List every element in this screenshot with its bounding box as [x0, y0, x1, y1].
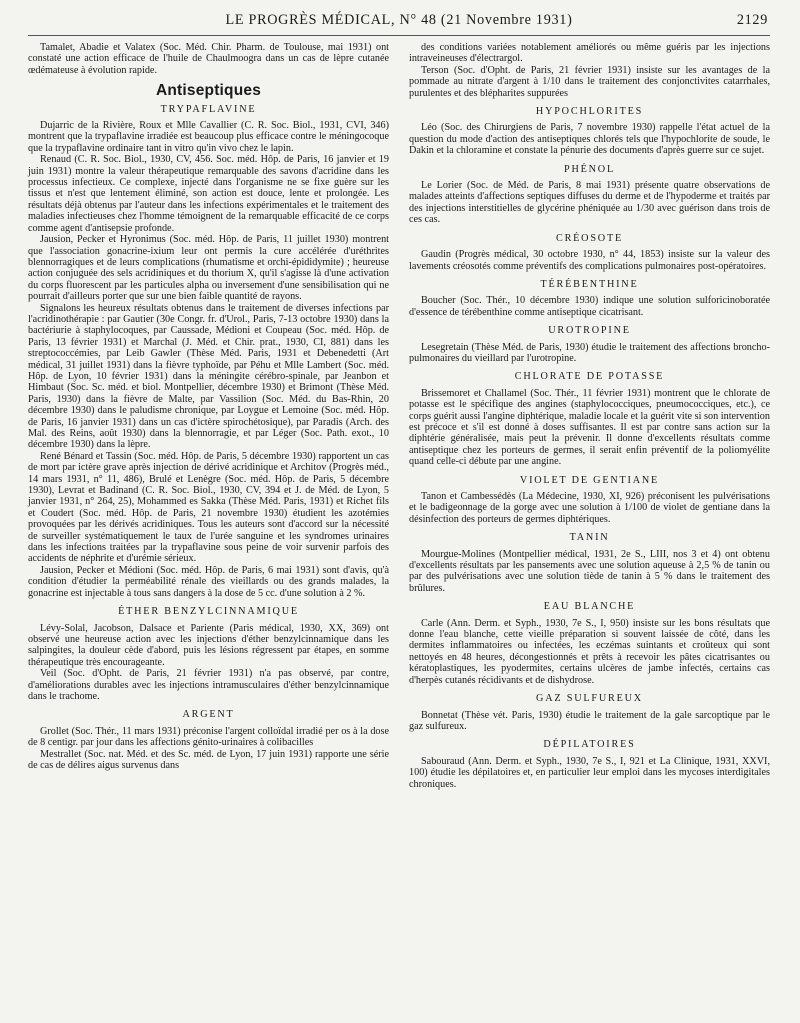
paragraph: Veil (Soc. d'Opht. de Paris, 21 février 1931) n'a pas observé, par contre, d'améliorations durables avec les injections intramusculaires d'éther benzylcinnamique dans le trachome.: [28, 668, 389, 702]
paragraph: Sabouraud (Ann. Derm. et Syph., 1930, 7e S., I, 921 et La Clinique, 1931, XXVI, 100) étudie les dépilatoires et, en particulier leur emploi dans les mycoses interdigitales chroniques.: [409, 755, 770, 790]
subhead-eau-blanche: EAU BLANCHE: [543, 601, 636, 613]
subhead-ether: ÉTHER BENZYLCINNAMIQUE: [118, 606, 299, 618]
subhead-depilatoires: DÉPILATOIRES: [543, 739, 636, 751]
paragraph: Terson (Soc. d'Opht. de Paris, 21 février 1931) insiste sur les avantages de la pommade au nitrate d'argent à 1/10 dans le traitement des conjonctivites catarrhales, purulentes et des blépharites suppurées: [409, 64, 770, 99]
right-column: [409, 42, 770, 790]
paragraph: Léo (Soc. des Chirurgiens de Paris, 7 novembre 1930) rappelle l'état actuel de la question du mode d'action des antiseptiques chlorés tels que l'hypochlorite de soude, le Dakin et la chloramine et constate la pénurie des documents d'après guerre sur ce sujet.: [409, 122, 770, 157]
running-head: [28, 0, 770, 36]
subhead-phenol: PHÉNOL: [564, 163, 615, 175]
paragraph: Dujarric de la Rivière, Roux et Mlle Cavallier (C. R. Soc. Biol., 1931, CVI, 346) montrent que la trypaflavine irradiée est beaucoup plus efficace contre le méningocoque que la trypaflavine ordinaire tant in vitro qu'in vivo chez le lapin.: [28, 120, 389, 154]
subhead-chlorate: CHLORATE DE POTASSE: [514, 371, 665, 383]
paragraph: Carle (Ann. Derm. et Syph., 1930, 7e S., I, 950) insiste sur les bons résultats que donne l'eau blanche, cette vieille préparation si souvent laissée de côté, dans les dermites inflammatoires ou infectées, les eczémas suintants et croûteux qui sont nettoyés en 48 heures, décongestionnés et prêts à recevoir les pâtes cicatrisantes ou kératoplastiques, les pyodermites, certains ulcères de jambe infectés, certains cas d'herpès cutanés récidivants et de dishydrose.: [409, 617, 770, 686]
subhead-terebenthine: TÉRÉBENTHINE: [540, 278, 639, 290]
paragraph: Boucher (Soc. Thér., 10 décembre 1930) indique une solution sulforicinoboratée d'essence de térébenthine comme antiseptique cicatrisant.: [409, 295, 770, 318]
paragraph: Lévy-Solal, Jacobson, Dalsace et Pariente (Paris médical, 1930, XX, 369) ont observé une heureuse action avec les injections d'éther benzylcinnamique dans les salpingites, la douleur cède d'abord, puis les lésions régressent par étapes, en somme thérapeutique très encourageante.: [28, 622, 389, 668]
subhead-creosote: CRÉOSOTE: [555, 232, 624, 244]
paragraph: Bonnetat (Thèse vét. Paris, 1930) étudie le traitement de la gale sarcoptique par le gaz sulfureux.: [409, 709, 770, 732]
paragraph: Grollet (Soc. Thér., 11 mars 1931) préconise l'argent colloïdal irradié per os à la dose de 8 centigr. par jour dans les affections génito-urinaires à colibacilles: [28, 725, 389, 749]
intro-paragraph: Tamalet, Abadie et Valatex (Soc. Méd. Chir. Pharm. de Toulouse, mai 1931) ont constaté une action efficace de l'huile de Chaulmoogra dans un cas de lèpre cutanée œdémateuse à évolution rapide.: [28, 42, 389, 76]
subhead-gaz: GAZ SULFUREUX: [536, 693, 643, 705]
subhead-argent: ARGENT: [182, 709, 235, 721]
subhead-violet: VIOLET DE GENTIANE: [519, 474, 660, 486]
paragraph: Mourgue-Molines (Montpellier médical, 1931, 2e S., LIII, nos 3 et 4) ont obtenu d'excellents résultats par les pansements avec une solution aqueuse à 2,5 % de tanin ou par des pulvérisations avec une solution tiède de tanin à 5 % dans le traitement des brûlures.: [409, 548, 770, 594]
paragraph: Jausion, Pecker et Médioni (Soc. méd. Hôp. de Paris, 6 mai 1931) sont d'avis, qu'à condition d'étudier la perméabilité rénale des vieillards ou des grands malades, la gonacrine est injectable à tous sans dangers à la dose de 5 cc. d'une solution à 2 %.: [28, 564, 389, 599]
subhead-urotropine: UROTROPINE: [548, 325, 631, 337]
section-title: Antiseptiques: [155, 82, 262, 100]
subhead-hypochlorites: HYPOCHLORITES: [535, 106, 644, 118]
two-column-body: [28, 36, 770, 790]
paragraph: Gaudin (Progrès médical, 30 octobre 1930, n° 44, 1853) insiste sur la valeur des lavements créosotés comme préventifs des complications pulmonaires post-opératoires.: [409, 249, 770, 272]
left-column: [28, 42, 389, 790]
paragraph: Signalons les heureux résultats obtenus dans le traitement de diverses infections par l'acridinothérapie : par Gautier (30e Congr. fr. d'Urol., Paris, 7-13 octobre 1930) dans la bactériurie à staphylocoques, par Caussade, Médioni et Coupeau (Soc. méd. Hôp. de Paris, 13 février 1931) et Marchal (J. Méd. et Chir. prat., 1930, CI, 881) dans les streptococcémies, par Leib Gawler (Thèse Méd. Paris, 1931 et Debenedetti (Art médical, 31 juillet 1931) dans la fièvre typhoïde, par Péhu et Mlle Lambert (Soc. méd. Hôp. de Lyon, 10 février 1931) dans la méningite cérébro-spinale, par Jeanbon et Himbaut (Soc. Sc. méd. et biol. Montpellier, décembre 1930) et Brimont (Thèse Méd. Paris, 1930) dans la fièvre de Malte, par Vassilion (Soc. Méd. du Bas-Rhin, 20 décembre 1930) dans le paludisme chronique, par Loygue et Lemoine (Soc. méd. Hôp. de Paris, 16 janvier 1931) dans un cas d'ictère spirochétosique), par Paradis (Arch. des Mal. des Reins, août 1930) dans la blennorragie, et par Léger (Soc. Path. exot., 10 décembre 1930) dans la lèpre.: [28, 302, 389, 451]
paragraph: Tanon et Cambessédès (La Médecine, 1930, XI, 926) préconisent les pulvérisations et le badigeonnage de la gorge avec une solution à 1/100 de violet de gentiane dans la désinfection des porteurs de germes diphtériques.: [409, 491, 770, 525]
paragraph: René Bénard et Tassin (Soc. méd. Hôp. de Paris, 5 décembre 1930) rapportent un cas de mort par ictère grave après injection de dérivé acridinique et Architov (Progrès méd., 14 mars 1931, n° 11, 486), Brulé et Lenègre (Soc. méd. Hôp. de Paris, 5 décembre 1930), Levrat et Badinand (C. R. Soc. Biol., 1930, CV, 394 et J. de Méd. de Lyon, 5 janvier 1931, n° 264, 25), Mohammed es Sakka (Thèse Méd. Paris, 1931) et Richet fils et Coudert (Soc. méd. Hôp. de Paris, 21 novembre 1930) étudient les azotémies provoquées par les dérivés acridiniques. Tous les auteurs sont d'accord sur la nécessité de surveiller systématiquement le taux de l'urée sanguine et les syndromes urinaires dans les infections traitées par la trypaflavine sous peine de voir survenir parfois des accidents de néphrite et d'urémie sérieux.: [28, 450, 389, 565]
journal-title: LE PROGRÈS MÉDICAL, N° 48 (21 Novembre 1931): [225, 12, 573, 28]
subhead-trypaflavine: TRYPAFLAVINE: [160, 103, 257, 115]
paragraph: des conditions variées notablement améliorés ou même guéris par les injections intraveineuses d'électrargol.: [409, 42, 770, 65]
paragraph: Renaud (C. R. Soc. Biol., 1930, CV, 456. Soc. méd. Hôp. de Paris, 16 janvier et 19 juin 1931) montre la valeur thérapeutique remarquable des savons d'acridine dans les processus infectieux. Ce complexe, injecté dans l'organisme ne se fixe guère sur les tissus et n'est que lentement éliminé, son action est douce, lente et prolongée. Les résultats déjà obtenus par l'auteur dans les infections expérimentales et le traitement des maladies infectieuses chez l'homme témoignent de la remarquable efficacité de ce corps comme agent d'antisepsie profonde.: [28, 154, 389, 234]
paragraph: Brissemoret et Challamel (Soc. Thér., 11 février 1931) montrent que le chlorate de potasse est le spécifique des angines (staphylococciques, pneumococciques, etc.), ce corps guérit aussi l'angine diphtérique, maladie locale et la guérit vite si son intervention est précoce et s'il est donné à doses suffisantes. Il est par contre sans action sur la diphtérie généralisée, mais peut la prévenir. Il donne d'excellents résultats comme antiseptique chez les porteurs de germes, il serait enfin préventif de la poliomyélite quand celle-ci débute par une angine.: [409, 387, 770, 468]
paragraph: Lesegretain (Thèse Méd. de Paris, 1930) étudie le traitement des affections broncho-pulmonaires du vieillard par l'urotropine.: [409, 341, 770, 364]
page-number: 2129: [736, 12, 768, 28]
paragraph: Le Lorier (Soc. de Méd. de Paris, 8 mai 1931) présente quatre observations de malades atteints d'affections septiques diffuses du derme et de l'hypoderme et traités par des injections interstitielles de glycérine phéniquée au 1/30 avec guérison dans trois de ces cas.: [409, 180, 770, 226]
paragraph: Jausion, Pecker et Hyronimus (Soc. méd. Hôp. de Paris, 11 juillet 1930) montrent que l'association gonacrine-ixium leur ont permis la cure accélérée d'uréthrites blennorragiques et de leurs complications (rhumatisme et orchi-épididymite) ; heureuse action conjuguée des sels acridiniques et du thorium X, qu'il s'agisse là d'une activation du corps fluorescent par les particules alpha ou inversement d'une sensibilisation qui ne pourrait d'ailleurs porter que sur une bien faible quantité de rayons.: [28, 234, 389, 303]
paragraph: Mestrallet (Soc. nat. Méd. et des Sc. méd. de Lyon, 17 juin 1931) rapporte une série de cas de délires aigus survenus dans: [28, 748, 389, 771]
subhead-tanin: TANIN: [569, 532, 610, 544]
